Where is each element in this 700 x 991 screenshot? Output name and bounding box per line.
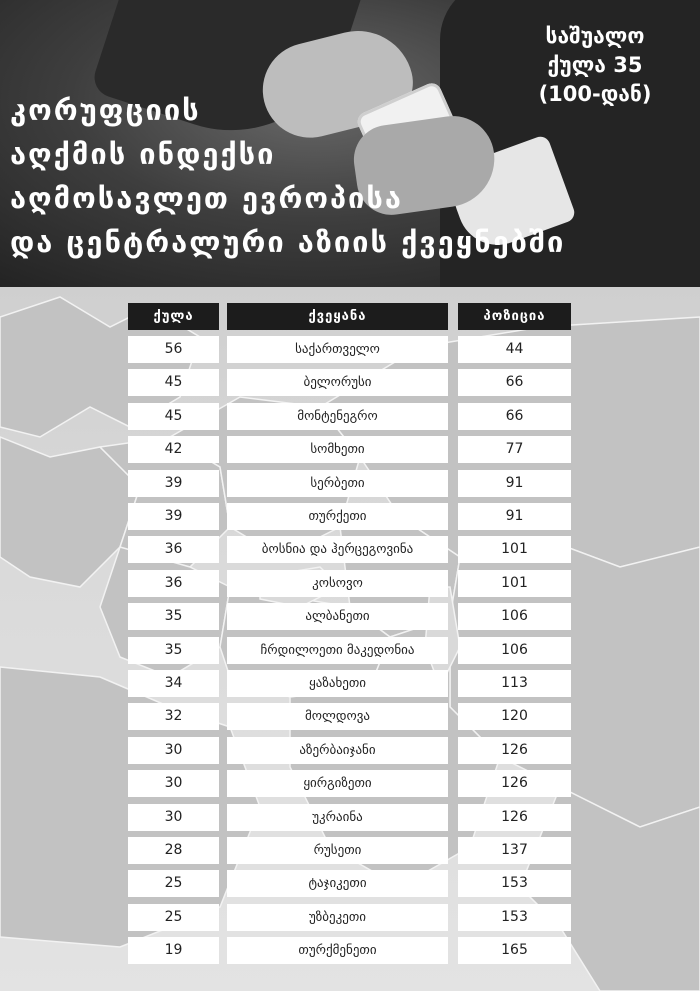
- table-row: [0, 570, 700, 597]
- cell-score: 42: [128, 436, 219, 463]
- cell-rank: 126: [458, 770, 571, 797]
- cell-score: 32: [128, 703, 219, 730]
- cell-rank: 44: [458, 336, 571, 363]
- table-row: [0, 837, 700, 864]
- table-row: [0, 637, 700, 664]
- cell-score: 56: [128, 336, 219, 363]
- cell-country: მოლდოვა: [227, 703, 448, 730]
- cell-rank: 66: [458, 369, 571, 396]
- table-row: [0, 937, 700, 964]
- column-header-score: ქულა: [128, 303, 219, 330]
- cell-country: ყაზახეთი: [227, 670, 448, 697]
- cell-score: 36: [128, 570, 219, 597]
- table-row: [0, 670, 700, 697]
- cell-country: მონტენეგრო: [227, 403, 448, 430]
- table-row: [0, 436, 700, 463]
- table-row: [0, 703, 700, 730]
- cell-score: 35: [128, 603, 219, 630]
- table-row: [0, 737, 700, 764]
- title-line-3: აღმოსავლეთ ევროპისა: [10, 181, 403, 215]
- page-title: [10, 88, 570, 264]
- cell-rank: 91: [458, 470, 571, 497]
- cell-country: თურქეთი: [227, 503, 448, 530]
- cell-rank: 126: [458, 737, 571, 764]
- cell-rank: 153: [458, 870, 571, 897]
- cell-country: ყირგიზეთი: [227, 770, 448, 797]
- cell-rank: 113: [458, 670, 571, 697]
- cell-score: 45: [128, 403, 219, 430]
- cell-score: 36: [128, 536, 219, 563]
- cell-rank: 101: [458, 570, 571, 597]
- header-banner: [0, 0, 700, 287]
- cell-rank: 120: [458, 703, 571, 730]
- average-line-3: (100-დან): [538, 82, 652, 106]
- cell-score: 34: [128, 670, 219, 697]
- table-row: [0, 369, 700, 396]
- average-line-2: ქულა 35: [547, 53, 643, 77]
- table-row: [0, 603, 700, 630]
- table-row: [0, 904, 700, 931]
- cell-country: სომხეთი: [227, 436, 448, 463]
- cell-score: 30: [128, 804, 219, 831]
- cell-score: 39: [128, 503, 219, 530]
- cell-rank: 66: [458, 403, 571, 430]
- cell-country: უზბეკეთი: [227, 904, 448, 931]
- table-row: [0, 870, 700, 897]
- cell-rank: 106: [458, 603, 571, 630]
- cell-country: საქართველო: [227, 336, 448, 363]
- cell-country: თურქმენეთი: [227, 937, 448, 964]
- cell-country: ბელორუსი: [227, 369, 448, 396]
- cell-rank: 137: [458, 837, 571, 864]
- cell-country: ალბანეთი: [227, 603, 448, 630]
- table-row: [0, 804, 700, 831]
- title-line-4: და ცენტრალური აზიის ქვეყნებში: [10, 225, 566, 259]
- cell-country: ბოსნია და ჰერცეგოვინა: [227, 536, 448, 563]
- cell-rank: 77: [458, 436, 571, 463]
- cell-rank: 101: [458, 536, 571, 563]
- table-row: [0, 536, 700, 563]
- cell-rank: 153: [458, 904, 571, 931]
- average-line-1: საშუალო: [545, 24, 645, 48]
- cell-score: 25: [128, 870, 219, 897]
- cell-score: 39: [128, 470, 219, 497]
- cell-rank: 91: [458, 503, 571, 530]
- cell-rank: 165: [458, 937, 571, 964]
- table-row: [0, 503, 700, 530]
- cell-score: 30: [128, 770, 219, 797]
- table-row: [0, 403, 700, 430]
- cell-country: აზერბაიჯანი: [227, 737, 448, 764]
- cell-country: სერბეთი: [227, 470, 448, 497]
- cell-score: 28: [128, 837, 219, 864]
- table-row: [0, 470, 700, 497]
- cell-score: 35: [128, 637, 219, 664]
- cell-score: 30: [128, 737, 219, 764]
- column-header-rank: პოზიცია: [458, 303, 571, 330]
- cell-score: 19: [128, 937, 219, 964]
- title-line-2: აღქმის ინდექსი: [10, 137, 276, 171]
- cell-country: კოსოვო: [227, 570, 448, 597]
- cell-score: 45: [128, 369, 219, 396]
- cell-score: 25: [128, 904, 219, 931]
- table-header-row: [0, 303, 700, 330]
- cell-rank: 126: [458, 804, 571, 831]
- table-row: [0, 336, 700, 363]
- cell-country: ტაჯიკეთი: [227, 870, 448, 897]
- column-header-country: ქვეყანა: [227, 303, 448, 330]
- cell-country: რუსეთი: [227, 837, 448, 864]
- cell-country: ჩრდილოეთი მაკედონია: [227, 637, 448, 664]
- average-score-note: [510, 22, 680, 109]
- table-row: [0, 770, 700, 797]
- title-line-1: კორუფციის: [10, 93, 201, 127]
- cell-rank: 106: [458, 637, 571, 664]
- cell-country: უკრაინა: [227, 804, 448, 831]
